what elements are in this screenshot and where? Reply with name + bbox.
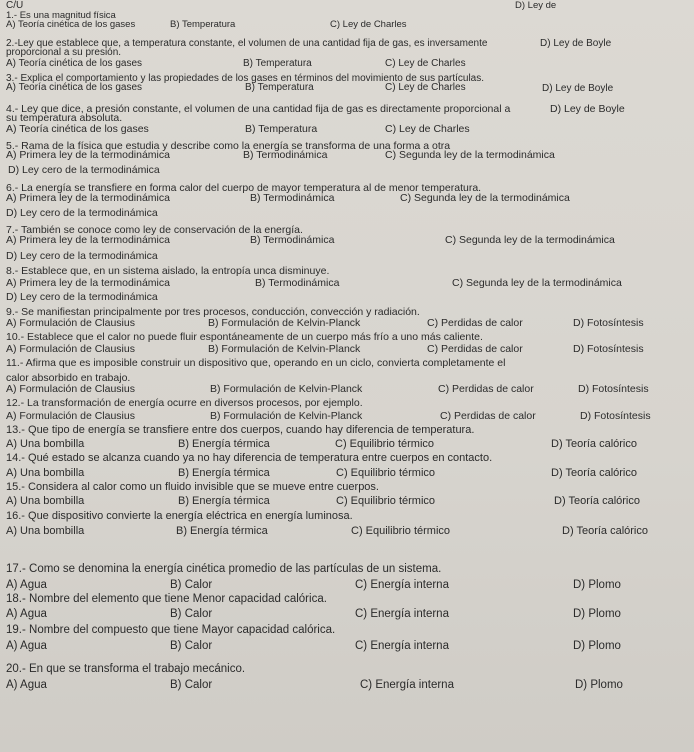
- question-text: 7.- También se conoce como ley de conservación de la energía.: [6, 224, 303, 236]
- question-text: 14.- Qué estado se alcanza cuando ya no hay diferencia de temperatura entre cuerpos en contacto.: [6, 452, 493, 464]
- question-text: 8.- Establece que, en un sistema aislado, la entropía unca disminuye.: [6, 265, 330, 277]
- option-a: A) Agua: [6, 608, 47, 620]
- option-a: A) Una bombilla: [6, 467, 85, 479]
- question-text: 11.- Afirma que es imposible construir un dispositivo que, operando en un ciclo, convierta completamente el: [6, 357, 506, 369]
- option-a: A) Teoría cinética de los gases: [6, 58, 143, 69]
- option-b: B) Formulación de Kelvin-Planck: [210, 383, 363, 395]
- option-d: D) Ley de Boyle: [542, 83, 614, 94]
- question-text-continued: calor absorbido en trabajo.: [6, 372, 131, 384]
- option-c: C) Ley de Charles: [385, 123, 470, 135]
- option-b: B) Energía térmica: [178, 438, 270, 450]
- option-a: A) Agua: [6, 579, 47, 591]
- question-text: 2.-Ley que establece que, a temperatura constante, el volumen de una cantidad fija de gas, es inversamente: [6, 38, 488, 49]
- option-d: D) Plomo: [575, 679, 623, 691]
- question-text: 17.- Como se denomina la energía cinética promedio de las partículas de un sistema.: [6, 563, 442, 575]
- option-d: D) Fotosíntesis: [580, 410, 651, 422]
- option-d: D) Fotosíntesis: [573, 317, 644, 329]
- option-a: A) Una bombilla: [6, 438, 85, 450]
- option-b: B) Temperatura: [245, 123, 318, 135]
- option-d: D) Ley de: [515, 0, 557, 11]
- header-code: C/U: [6, 0, 24, 11]
- option-c: C) Energía interna: [360, 679, 454, 691]
- option-b: B) Termodinámica: [255, 277, 340, 289]
- option-a: A) Una bombilla: [6, 525, 85, 537]
- option-a: A) Teoría cinética de los gases: [6, 82, 143, 93]
- option-b: B) Energía térmica: [178, 467, 270, 479]
- option-b: B) Formulación de Kelvin-Planck: [208, 343, 361, 355]
- option-a: A) Formulación de Clausius: [6, 410, 135, 422]
- option-a: A) Agua: [6, 640, 47, 652]
- option-b: B) Temperatura: [245, 82, 314, 93]
- option-d: D) Ley cero de la termodinámica: [6, 291, 158, 303]
- question-text: 1.- Es una magnitud física: [6, 10, 116, 21]
- option-d: D) Plomo: [573, 579, 621, 591]
- option-a: A) Primera ley de la termodinámica: [6, 277, 170, 289]
- option-b: B) Formulación de Kelvin-Planck: [210, 410, 363, 422]
- option-c: C) Perdidas de calor: [440, 410, 536, 422]
- option-d: D) Plomo: [573, 608, 621, 620]
- question-text: 4.- Ley que dice, a presión constante, el volumen de una cantidad fija de gas es directamente proporcional a: [6, 103, 511, 115]
- question-text: 18.- Nombre del elemento que tiene Menor capacidad calórica.: [6, 593, 327, 605]
- option-c: C) Equilibrio térmico: [336, 467, 436, 479]
- option-d: D) Teoría calórico: [551, 467, 637, 479]
- option-a: A) Primera ley de la termodinámica: [6, 149, 170, 161]
- option-c: C) Energía interna: [355, 579, 449, 591]
- option-d: D) Teoría calórico: [562, 525, 648, 537]
- question-text: 6.- La energía se transfiere en forma calor del cuerpo de mayor temperatura al de menor temperatura.: [6, 182, 482, 194]
- option-d: D) Fotosíntesis: [573, 343, 644, 355]
- option-d: D) Ley cero de la termodinámica: [6, 250, 158, 262]
- option-a: A) Formulación de Clausius: [6, 383, 135, 395]
- question-text: 10.- Establece que el calor no puede fluir espontáneamente de un cuerpo más frío a uno más caliente.: [6, 331, 483, 343]
- option-c: C) Segunda ley de la termodinámica: [385, 149, 555, 161]
- option-c: C) Perdidas de calor: [427, 343, 523, 355]
- option-b: B) Termodinámica: [250, 234, 335, 246]
- question-text-continued: su temperatura absoluta.: [6, 112, 123, 124]
- option-d: D) Teoría calórico: [554, 495, 640, 507]
- question-text: 9.- Se manifiestan principalmente por tres procesos, conducción, convección y radiación.: [6, 306, 420, 318]
- question-text-continued: proporcional a su presión.: [6, 47, 122, 58]
- option-a: A) Teoría cinética de los gases: [6, 19, 136, 30]
- option-c: C) Perdidas de calor: [438, 383, 534, 395]
- option-d: D) Ley cero de la termodinámica: [6, 207, 158, 219]
- option-c: C) Equilibrio térmico: [351, 525, 451, 537]
- option-b: B) Calor: [170, 608, 213, 620]
- question-text: 13.- Que tipo de energía se transfiere entre dos cuerpos, cuando hay diferencia de temperatura.: [6, 424, 475, 436]
- option-c: C) Segunda ley de la termodinámica: [400, 192, 570, 204]
- option-c: C) Segunda ley de la termodinámica: [452, 277, 622, 289]
- option-a: A) Formulación de Clausius: [6, 343, 135, 355]
- option-a: A) Primera ley de la termodinámica: [6, 234, 170, 246]
- option-c: C) Energía interna: [355, 640, 449, 652]
- option-c: C) Ley de Charles: [385, 82, 466, 93]
- option-d: D) Ley de Boyle: [550, 103, 625, 115]
- question-text: 20.- En que se transforma el trabajo mecánico.: [6, 663, 246, 675]
- option-b: B) Calor: [170, 640, 213, 652]
- option-b: B) Energía térmica: [178, 495, 270, 507]
- option-d: D) Fotosíntesis: [578, 383, 649, 395]
- option-c: C) Segunda ley de la termodinámica: [445, 234, 615, 246]
- option-c: C) Equilibrio térmico: [335, 438, 435, 450]
- option-a: A) Teoría cinética de los gases: [6, 123, 149, 135]
- option-c: C) Equilibrio térmico: [336, 495, 436, 507]
- option-d: D) Plomo: [573, 640, 621, 652]
- option-b: B) Energía térmica: [176, 525, 268, 537]
- option-c: C) Ley de Charles: [330, 19, 407, 30]
- option-b: B) Termodinámica: [250, 192, 335, 204]
- option-a: A) Formulación de Clausius: [6, 317, 135, 329]
- option-b: B) Calor: [170, 579, 213, 591]
- option-b: B) Temperatura: [170, 19, 236, 30]
- option-b: B) Formulación de Kelvin-Planck: [208, 317, 361, 329]
- option-a: A) Agua: [6, 679, 47, 691]
- question-text: 19.- Nombre del compuesto que tiene Mayor capacidad calórica.: [6, 624, 336, 636]
- option-d: D) Ley de Boyle: [540, 38, 612, 49]
- question-text: 15.- Considera al calor como un fluido invisible que se mueve entre cuerpos.: [6, 481, 379, 493]
- option-c: C) Ley de Charles: [385, 58, 466, 69]
- option-d: D) Teoría calórico: [551, 438, 637, 450]
- option-c: C) Energía interna: [355, 608, 449, 620]
- question-text: 5.- Rama de la física que estudia y describe como la energía se transforma de una forma a otra: [6, 140, 451, 152]
- option-b: B) Calor: [170, 679, 213, 691]
- option-c: C) Perdidas de calor: [427, 317, 523, 329]
- option-a: A) Primera ley de la termodinámica: [6, 192, 170, 204]
- option-b: B) Termodinámica: [243, 149, 328, 161]
- question-text: 12.- La transformación de energía ocurre en diversos procesos, por ejemplo.: [6, 397, 363, 409]
- question-text: 3.- Explica el comportamiento y las propiedades de los gases en términos del movimiento de sus partículas.: [6, 73, 485, 84]
- option-b: B) Temperatura: [243, 58, 312, 69]
- option-d: D) Ley cero de la termodinámica: [8, 164, 160, 176]
- option-a: A) Una bombilla: [6, 495, 85, 507]
- question-text: 16.- Que dispositivo convierte la energía eléctrica en energía luminosa.: [6, 510, 353, 522]
